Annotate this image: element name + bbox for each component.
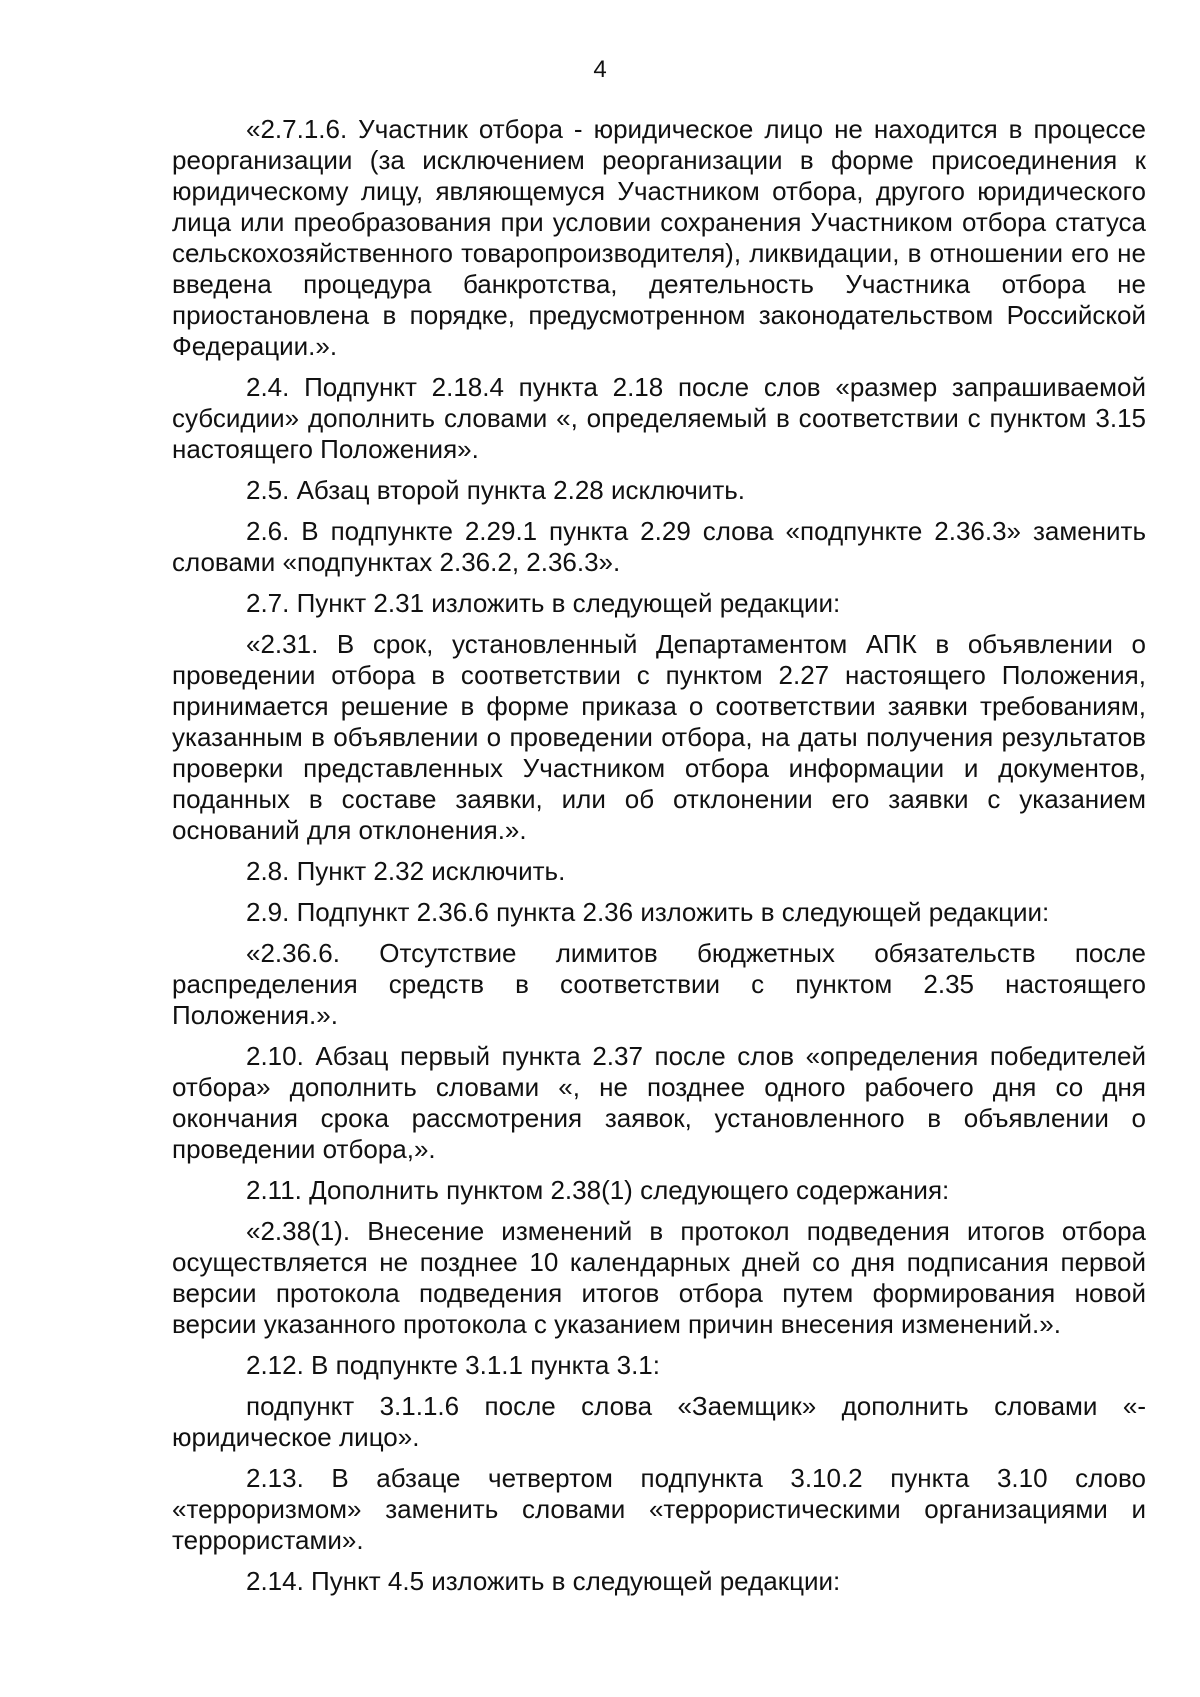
paragraph-2-7: 2.7. Пункт 2.31 изложить в следующей редакции: <box>246 588 841 618</box>
paragraph-2-10: 2.10. Абзац первый пункта 2.37 после слов «определения победителей отбора» дополнить словами «, не позднее одного рабочего дня со дня окончания срока рассмотрения заявок, установленного в объявлении о проведении отбора,». <box>172 1041 1146 1164</box>
paragraph-2-14: 2.14. Пункт 4.5 изложить в следующей редакции: <box>246 1566 841 1596</box>
paragraph-2-31-quote: «2.31. В срок, установленный Департаментом АПК в объявлении о проведении отбора в соответствии с пунктом 2.27 настоящего Положения, принимается решение в форме приказа о соответствии заявки требованиям, указанным в объявлении о проведении отбора, на даты получения результатов проверки представленных Участником отбора информации и документов, поданных в составе заявки, или об отклонении его заявки с указанием оснований для отклонения.». <box>172 629 1146 845</box>
page-number: 4 <box>593 56 607 83</box>
paragraph-2-8: 2.8. Пункт 2.32 исключить. <box>246 856 566 886</box>
paragraph-2-12: 2.12. В подпункте 3.1.1 пункта 3.1: <box>246 1350 660 1380</box>
paragraph-2-4: 2.4. Подпункт 2.18.4 пункта 2.18 после слов «размер запрашиваемой субсидии» дополнить словами «, определяемый в соответствии с пунктом 3.15 настоящего Положения». <box>172 372 1146 464</box>
paragraph-3-1-1-6: подпункт 3.1.1.6 после слова «Заемщик» дополнить словами «-юридическое лицо». <box>172 1391 1146 1452</box>
paragraph-2-6: 2.6. В подпункте 2.29.1 пункта 2.29 слова «подпункте 2.36.3» заменить словами «подпунктах 2.36.2, 2.36.3». <box>172 516 1146 577</box>
paragraph-2-5: 2.5. Абзац второй пункта 2.28 исключить. <box>246 475 746 505</box>
paragraph-2-7-1-6: «2.7.1.6. Участник отбора - юридическое лицо не находится в процессе реорганизации (за исключением реорганизации в форме присоединения к юридическому лицу, являющемуся Участником отбора, другого юридического лица или преобразования при условии сохранения Участником отбора статуса сельскохозяйственного товаропроизводителя), ликвидации, в отношении его не введена процедура банкротства, деятельность Участника отбора не приостановлена в порядке, предусмотренном законодательством Российской Федерации.». <box>172 114 1146 361</box>
paragraph-2-9: 2.9. Подпункт 2.36.6 пункта 2.36 изложить в следующей редакции: <box>246 897 1050 927</box>
paragraph-2-11: 2.11. Дополнить пунктом 2.38(1) следующего содержания: <box>246 1175 950 1205</box>
paragraph-2-36-6-quote: «2.36.6. Отсутствие лимитов бюджетных обязательств после распределения средств в соответствии с пунктом 2.35 настоящего Положения.». <box>172 938 1146 1030</box>
paragraph-2-13: 2.13. В абзаце четвертом подпункта 3.10.2 пункта 3.10 слово «терроризмом» заменить словами «террористическими организациями и террористами». <box>172 1463 1146 1555</box>
document-body <box>172 114 1146 1607</box>
paragraph-2-38-1-quote: «2.38(1). Внесение изменений в протокол подведения итогов отбора осуществляется не позднее 10 календарных дней со дня подписания первой версии протокола подведения итогов отбора путем формирования новой версии указанного протокола с указанием причин внесения изменений.». <box>172 1216 1146 1339</box>
